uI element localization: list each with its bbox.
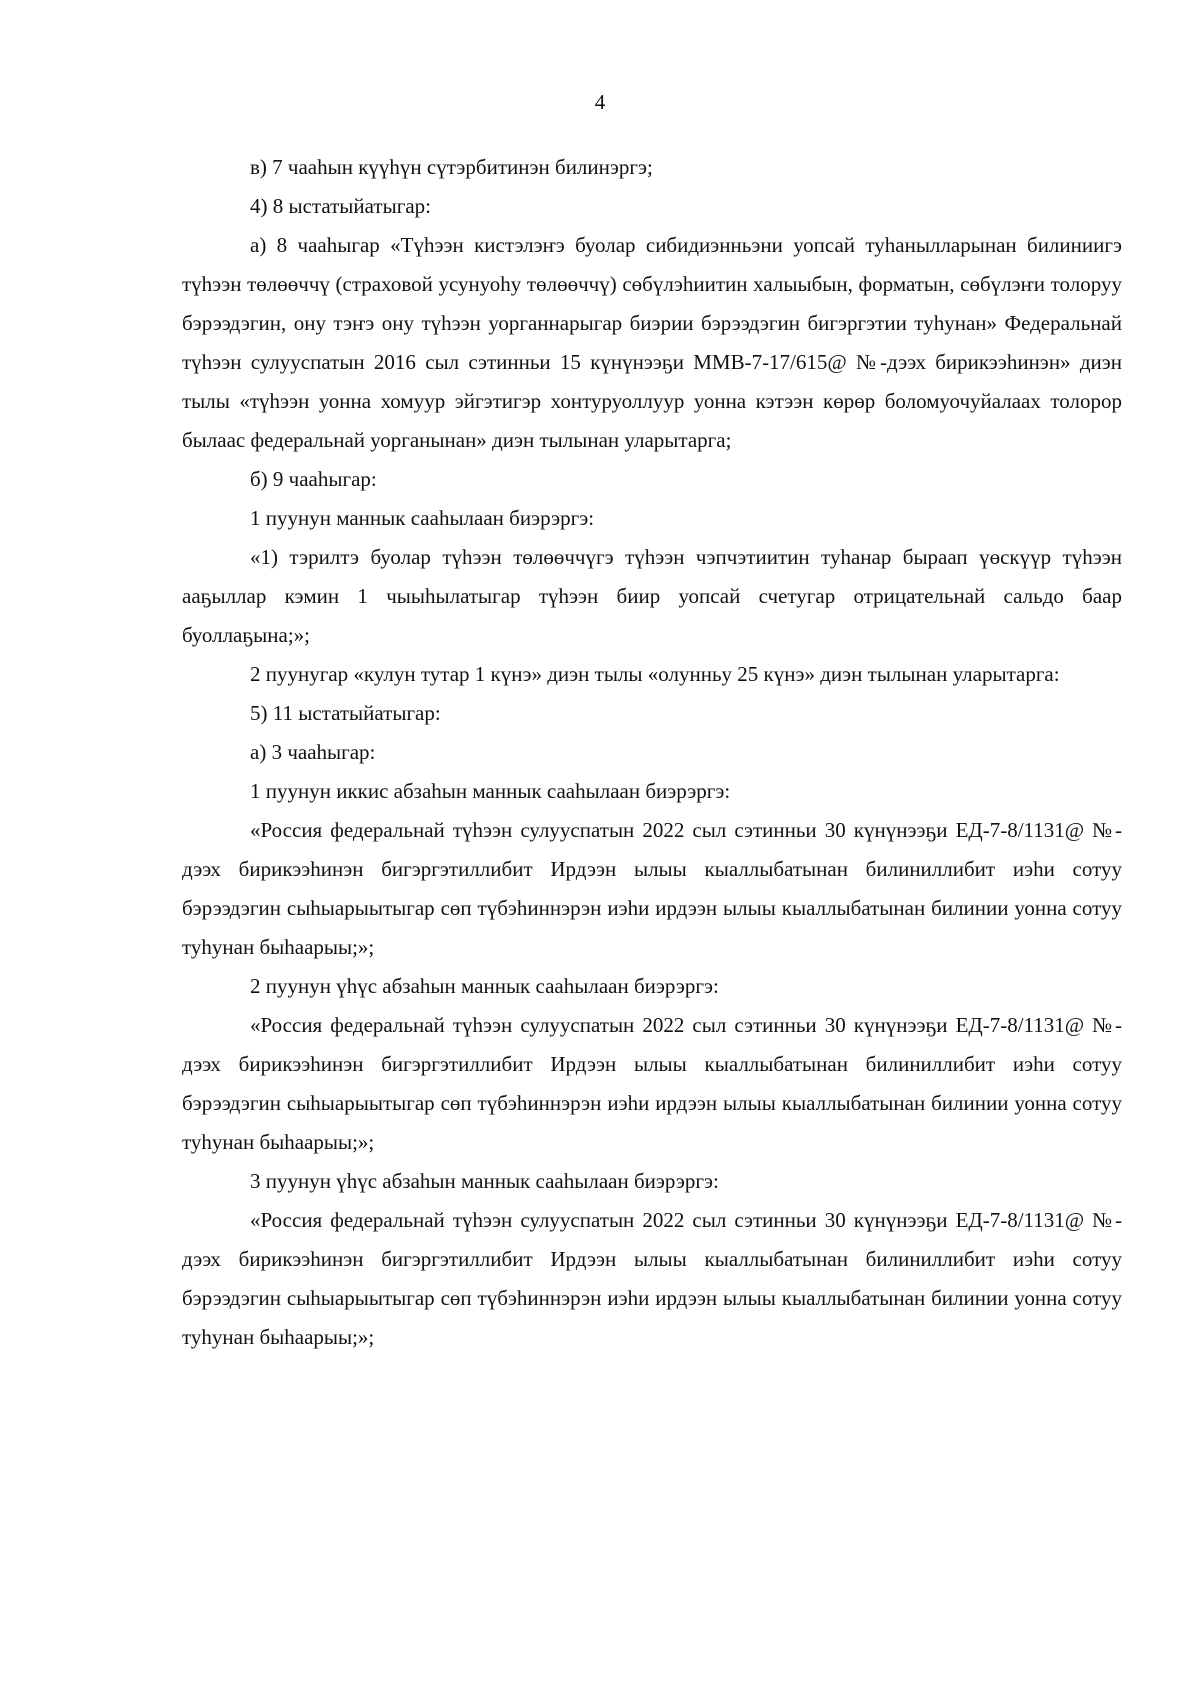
paragraph-quote-2: «Россия федеральнай түһээн сулууспатын 2022 сыл сэтинньи 30 күнүнээҕи ЕД-7-8/1131@ №-дээх бирикээһинэн бигэргэтиллибит Ирдээн ылыы кыаллыбатынан билиниллибит иэһи сотуу бэрээдэгин сыһыарыытыгар сөп түбэһиннэрэн иэһи ирдээн ылыы кыаллыбатынан билинии уонна сотуу туһунан быһаарыы;»; [182, 1013, 1122, 1154]
paragraph-quote-1: «Россия федеральнай түһээн сулууспатын 2022 сыл сэтинньи 30 күнүнээҕи ЕД-7-8/1131@ №-дээх бирикээһинэн бигэргэтиллибит Ирдээн ылыы кыаллыбатынан билиниллибит иэһи сотуу бэрээдэгин сыһыарыытыгар сөп түбэһиннэрэн иэһи ирдээн ылыы кыаллыбатынан билинии уонна сотуу туһунан быһаарыы;»; [182, 818, 1122, 959]
paragraph-point-2: 2 пуунугар «кулун тутар 1 күнэ» диэн тылы «олунньу 25 күнэ» диэн тылынан уларытарга: [250, 662, 1060, 686]
paragraph-point-1-text: «1) тэрилтэ буолар түһээн төлөөччүгэ түһээн чэпчэтиитин туһанар быраап үөскүүр түһээн ааҕыллар кэмин 1 чыыһылатыгар түһээн биир уопсай счетугар отрицательнай сальдо баар буоллаҕына;»; [182, 545, 1122, 647]
paragraph-point-1-second-abzats-intro: 1 пуунун иккис абзаһын маннык сааһылаан биэрэргэ: [250, 779, 731, 803]
paragraph-article-8-part-8: а) 8 чааһыгар «Түһээн кистэлэҥэ буолар сибидиэнньэни уопсай туһанылларынан билиниигэ түһээн төлөөччү (страховой усунуоһу төлөөччү) сөбүлэһиитин халыыбын, форматын, сөбүлэҥи толоруу бэрээдэгин, ону тэҥэ ону түһээн уорганнарыгар биэрии бэрээдэгин бигэргэтии туһунан» Федеральнай түһээн сулууспатын 2016 сыл сэтинньи 15 күнүнээҕи ММВ-7-17/615@ №-дээх бирикээһинэн» диэн тылы «түһээн уонна хомуур эйгэтигэр хонтуруоллуур уонна кэтээн көрөр боломуочуйалаах толорор былаас федеральнай уорганынан» диэн тылынан уларытарга; [182, 233, 1122, 452]
page-number: 4 [594, 90, 606, 114]
paragraph-article-11-heading: 5) 11 ыстатыйатыгар: [250, 701, 441, 725]
paragraph-point-2-third-abzats-intro: 2 пуунун үһүс абзаһын маннык сааһылаан биэрэргэ: [250, 974, 719, 998]
paragraph-quote-3: «Россия федеральнай түһээн сулууспатын 2022 сыл сэтинньи 30 күнүнээҕи ЕД-7-8/1131@ №-дээх бирикээһинэн бигэргэтиллибит Ирдээн ылыы кыаллыбатынан билиниллибит иэһи сотуу бэрээдэгин сыһыарыытыгар сөп түбэһиннэрэн иэһи ирдээн ылыы кыаллыбатынан билинии уонна сотуу туһунан быһаарыы;»; [182, 1208, 1122, 1349]
paragraph-point-3-third-abzats-intro: 3 пуунун үһүс абзаһын маннык сааһылаан биэрэргэ: [250, 1169, 719, 1193]
paragraph-part-9-heading: б) 9 чааһыгар: [250, 467, 377, 491]
paragraph-point-1-intro: 1 пуунун маннык сааһылаан биэрэргэ: [250, 506, 595, 530]
paragraph-item-v: в) 7 чааһын күүһүн сүтэрбитинэн билинэргэ; [250, 155, 653, 179]
paragraph-article-8-heading: 4) 8 ыстатыйатыгар: [250, 194, 431, 218]
paragraph-part-3-heading: а) 3 чааһыгар: [250, 740, 376, 764]
document-body [182, 148, 1122, 1357]
